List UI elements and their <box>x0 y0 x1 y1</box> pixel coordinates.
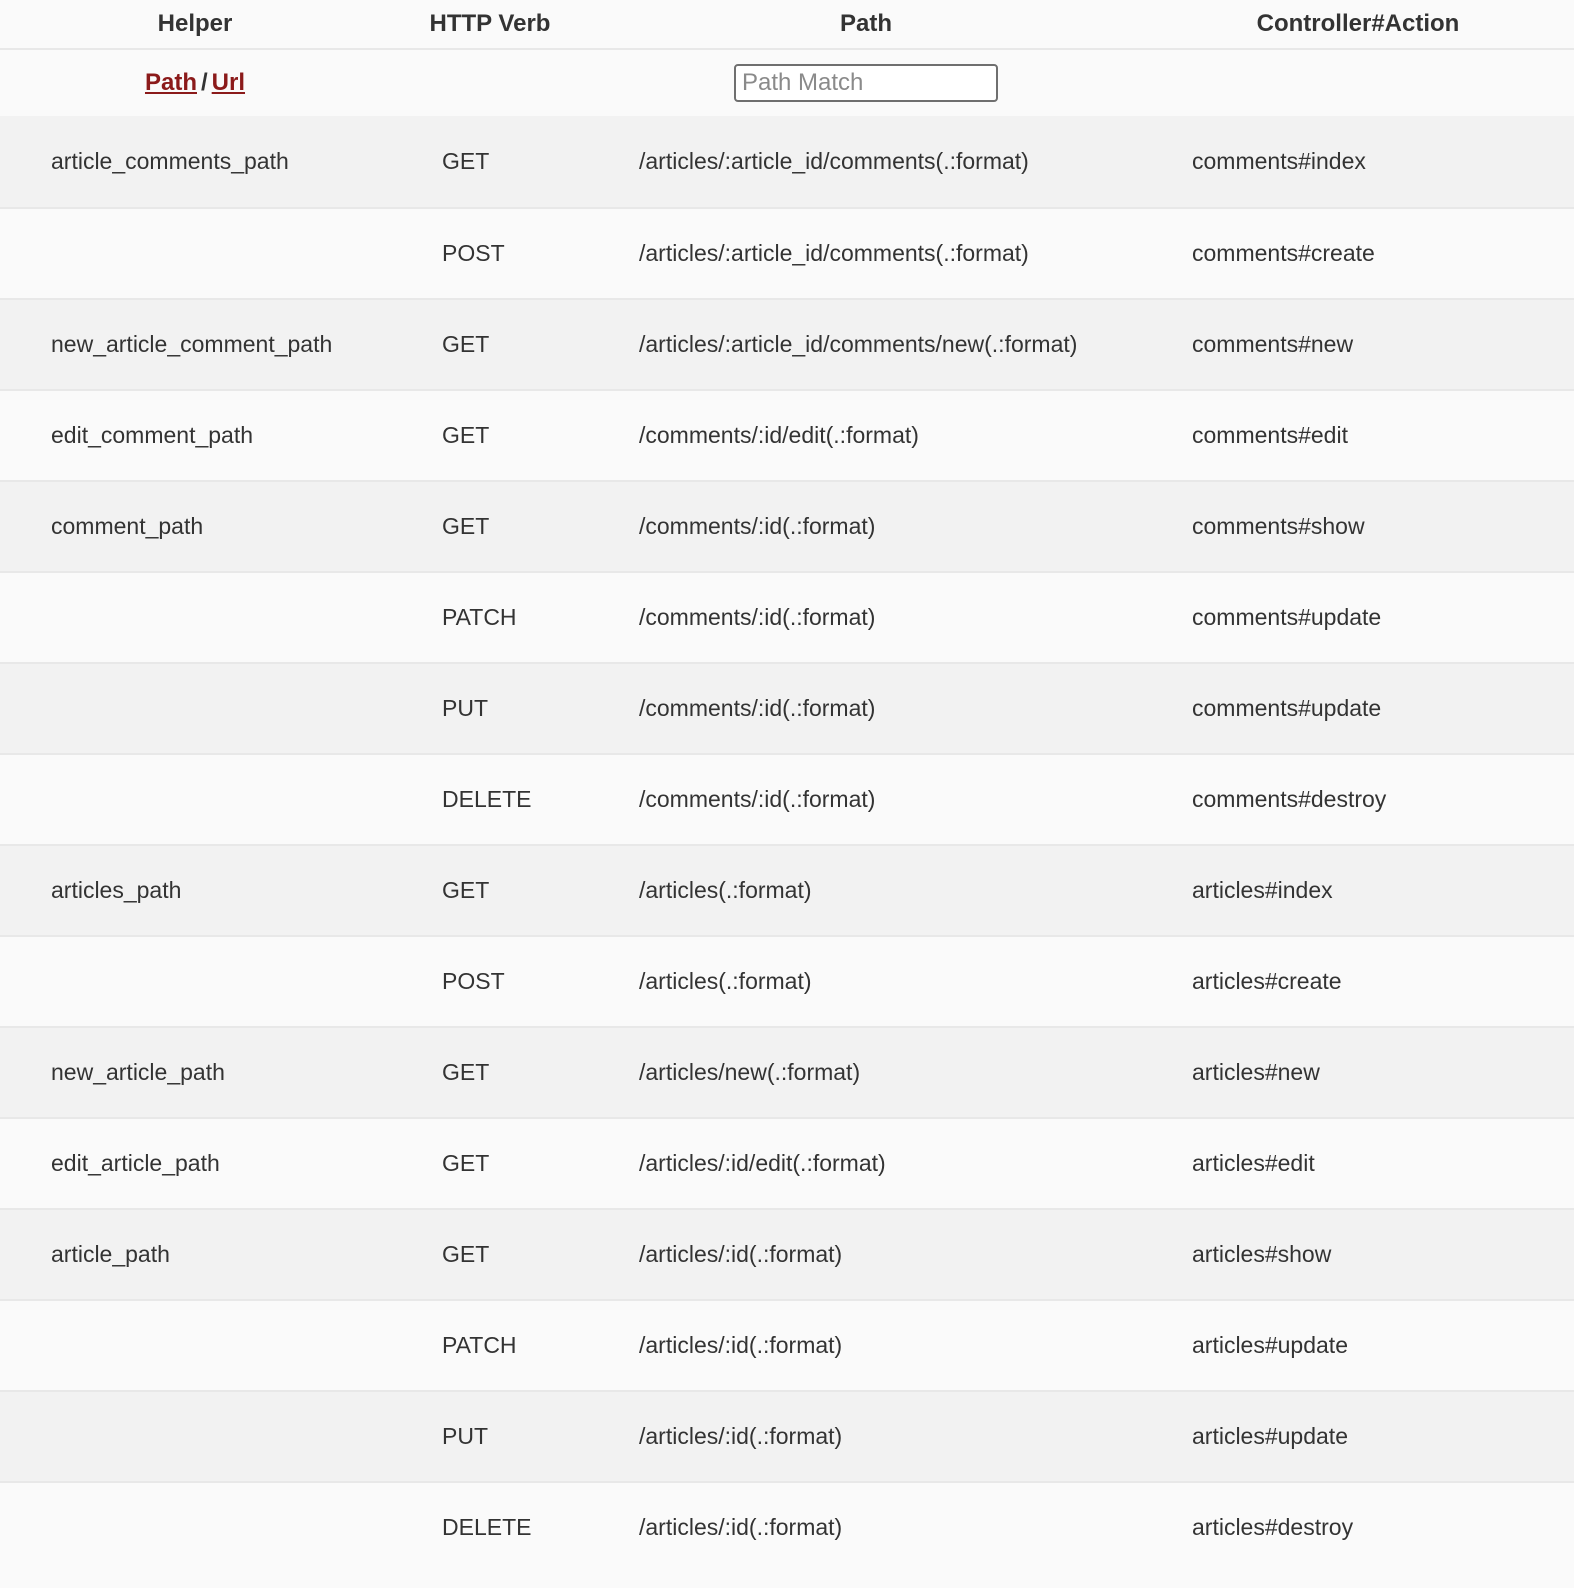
route-controller-action: comments#index <box>1192 148 1366 174</box>
route-verb: PUT <box>442 695 488 721</box>
route-verb: GET <box>442 513 490 539</box>
route-path: /comments/:id/edit(.:format) <box>639 422 919 448</box>
header-helper: Helper <box>157 10 233 37</box>
route-path: /articles/:article_id/comments(.:format) <box>639 148 1029 174</box>
route-verb: PUT <box>442 1423 488 1449</box>
route-controller-action: articles#new <box>1192 1059 1320 1085</box>
table-row <box>0 1390 1574 1481</box>
route-verb: GET <box>442 422 490 448</box>
helper-format-toggle <box>0 69 390 97</box>
route-controller-action: comments#update <box>1192 695 1382 721</box>
route-helper: new_article_comment_path <box>51 331 333 357</box>
url-link[interactable]: Url <box>211 69 246 96</box>
route-helper: edit_comment_path <box>51 422 254 448</box>
table-row <box>0 1299 1574 1390</box>
route-verb: GET <box>442 148 490 174</box>
table-row <box>0 571 1574 662</box>
route-path: /articles/:article_id/comments(.:format) <box>639 240 1029 266</box>
route-helper: edit_article_path <box>51 1150 220 1176</box>
route-path: /comments/:id(.:format) <box>639 513 876 539</box>
table-row <box>0 480 1574 571</box>
route-controller-action: articles#create <box>1192 968 1342 994</box>
route-controller-action: articles#index <box>1192 877 1333 903</box>
route-path: /comments/:id(.:format) <box>639 604 876 630</box>
route-verb: PATCH <box>442 1332 517 1358</box>
table-row <box>0 116 1574 207</box>
path-link[interactable]: Path <box>144 69 197 96</box>
table-row <box>0 935 1574 1026</box>
route-path: /articles/new(.:format) <box>639 1059 861 1085</box>
route-verb: PATCH <box>442 604 517 630</box>
routes-body <box>0 116 1574 1572</box>
route-path: /comments/:id(.:format) <box>639 695 876 721</box>
route-verb: DELETE <box>442 786 532 812</box>
route-path: /articles/:id(.:format) <box>639 1423 843 1449</box>
route-controller-action: articles#show <box>1192 1241 1332 1267</box>
route-helper: new_article_path <box>51 1059 225 1085</box>
header-path: Path <box>839 10 892 37</box>
route-helper: articles_path <box>51 877 182 903</box>
route-controller-action: articles#update <box>1192 1332 1348 1358</box>
route-helper: article_comments_path <box>51 148 289 174</box>
route-verb: GET <box>442 1059 490 1085</box>
table-row <box>0 1026 1574 1117</box>
route-path: /comments/:id(.:format) <box>639 786 876 812</box>
table-row <box>0 753 1574 844</box>
route-controller-action: comments#destroy <box>1192 786 1387 812</box>
table-row <box>0 844 1574 935</box>
route-path: /articles/:id/edit(.:format) <box>639 1150 886 1176</box>
route-controller-action: comments#edit <box>1192 422 1348 448</box>
route-path: /articles/:id(.:format) <box>639 1514 843 1540</box>
route-verb: GET <box>442 1241 490 1267</box>
route-controller-action: articles#update <box>1192 1423 1348 1449</box>
route-controller-action: comments#update <box>1192 604 1382 630</box>
route-path: /articles(.:format) <box>639 877 812 903</box>
route-verb: POST <box>442 240 505 266</box>
route-verb: POST <box>442 968 505 994</box>
route-path: /articles/:id(.:format) <box>639 1332 843 1358</box>
helper-separator: / <box>201 69 208 96</box>
table-row <box>0 662 1574 753</box>
header-http-verb: HTTP Verb <box>429 10 551 37</box>
table-row <box>0 1117 1574 1208</box>
table-row <box>0 389 1574 480</box>
path-match-input[interactable] <box>734 64 998 102</box>
header-controller-action: Controller#Action <box>1256 10 1460 37</box>
table-row <box>0 1208 1574 1299</box>
table-row <box>0 1481 1574 1572</box>
filter-row <box>0 50 1574 116</box>
route-path: /articles/:id(.:format) <box>639 1241 843 1267</box>
route-verb: GET <box>442 877 490 903</box>
table-header <box>0 0 1574 50</box>
table-row <box>0 298 1574 389</box>
route-controller-action: comments#show <box>1192 513 1365 539</box>
route-path: /articles/:article_id/comments/new(.:format) <box>639 331 1078 357</box>
route-verb: GET <box>442 1150 490 1176</box>
route-controller-action: articles#edit <box>1192 1150 1315 1176</box>
route-path: /articles(.:format) <box>639 968 812 994</box>
route-verb: DELETE <box>442 1514 532 1540</box>
route-controller-action: articles#destroy <box>1192 1514 1354 1540</box>
route-verb: GET <box>442 331 490 357</box>
route-helper: article_path <box>51 1241 170 1267</box>
route-helper: comment_path <box>51 513 204 539</box>
route-controller-action: comments#new <box>1192 331 1354 357</box>
route-controller-action: comments#create <box>1192 240 1375 266</box>
filter-path-cell <box>590 64 1142 102</box>
table-row <box>0 207 1574 298</box>
